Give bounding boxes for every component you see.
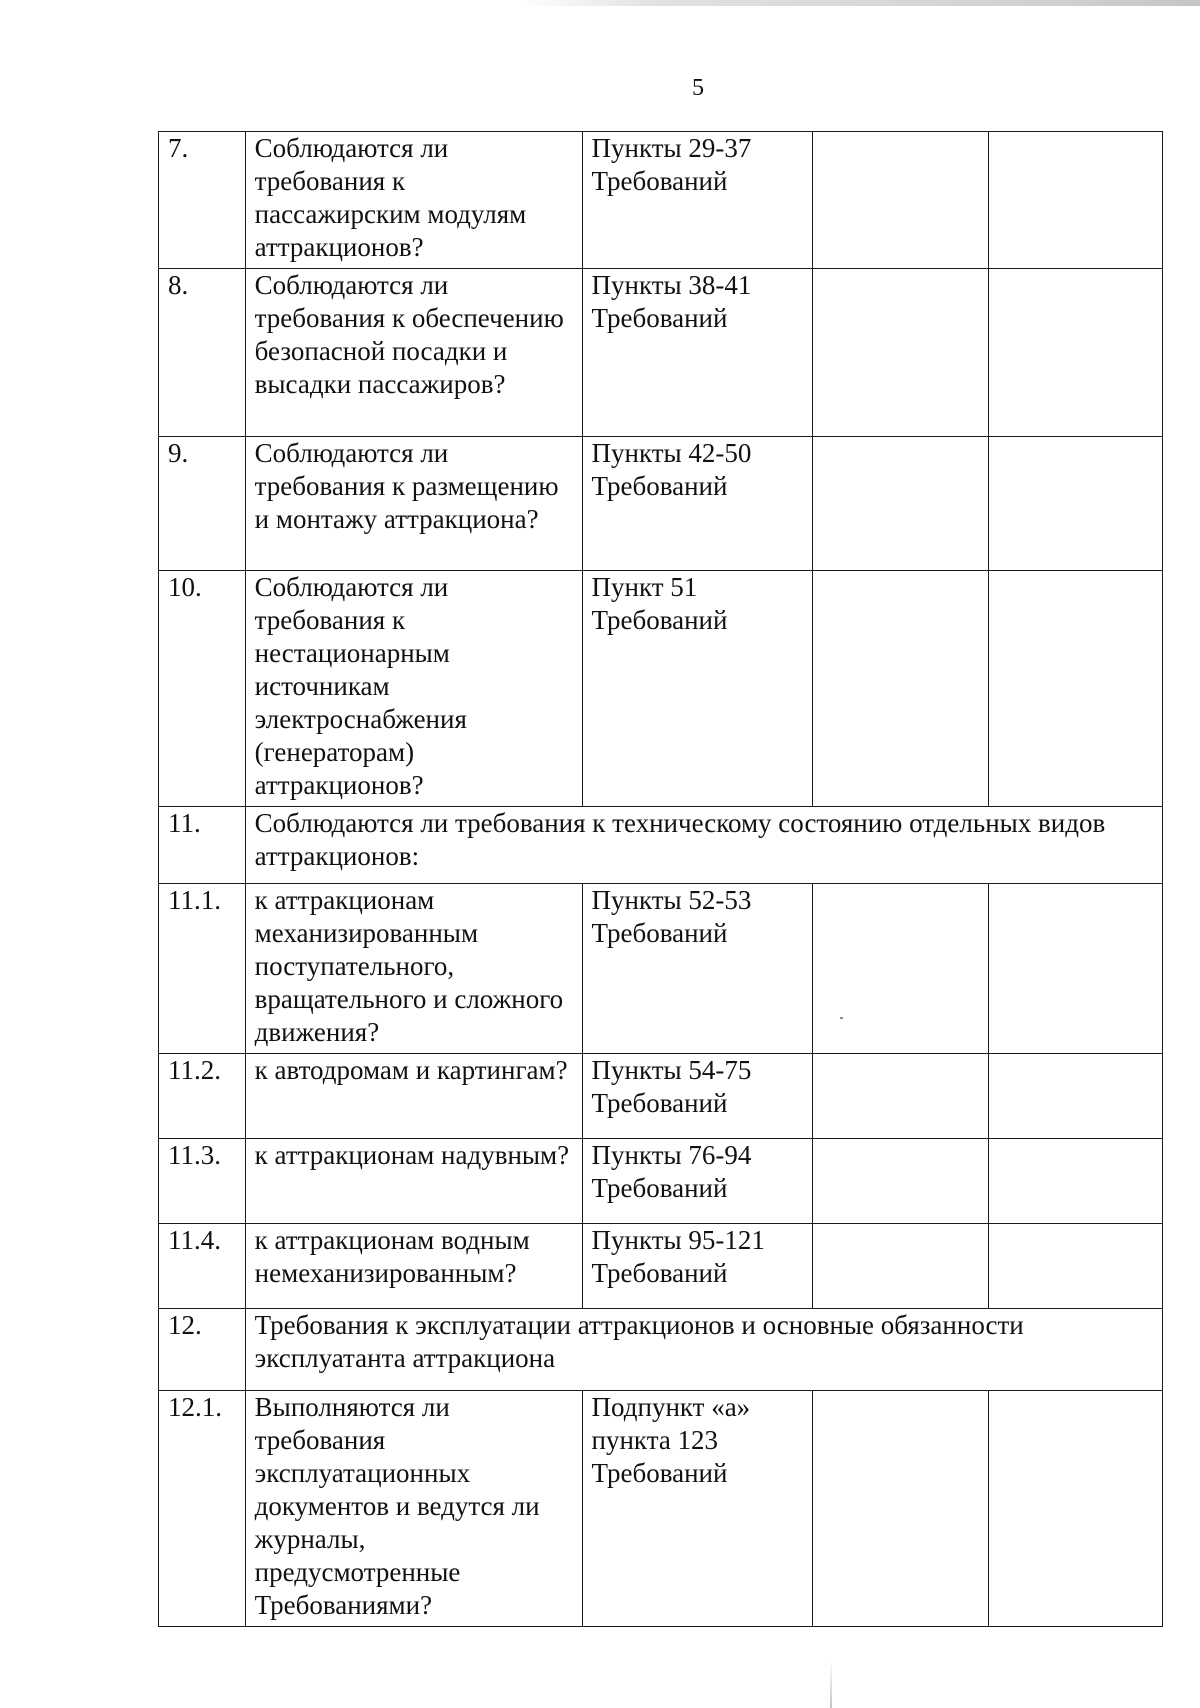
question-cell: к аттракционам механизированным поступательного, вращательного и сложного движения? [245, 884, 582, 1054]
scan-mark [830, 1660, 832, 1708]
question-cell: Соблюдаются ли требования к пассажирским модулям аттракционов? [245, 132, 582, 269]
row-number-cell: 12. [159, 1309, 246, 1391]
note-cell [988, 1139, 1162, 1224]
note-cell [988, 1391, 1162, 1627]
note-cell [988, 132, 1162, 269]
section-heading-row [159, 807, 1163, 884]
scan-speck [840, 1017, 843, 1019]
question-cell: Выполняются ли требования эксплуатационных документов и ведутся ли журналы, предусмотренные Требованиями? [245, 1391, 582, 1627]
reference-cell: Подпункт «а» пункта 123 Требований [582, 1391, 812, 1627]
reference-cell: Пункты 42-50 Требований [582, 437, 812, 571]
note-cell [988, 437, 1162, 571]
question-cell: Соблюдаются ли требования к обеспечению безопасной посадки и высадки пассажиров? [245, 269, 582, 437]
table-row [159, 884, 1163, 1054]
row-number-cell: 10. [159, 571, 246, 807]
section-heading-cell: Требования к эксплуатации аттракционов и основные обязанности эксплуатанта аттракциона [245, 1309, 1162, 1391]
row-number-cell: 11.4. [159, 1224, 246, 1309]
table-row [159, 437, 1163, 571]
row-number-cell: 12.1. [159, 1391, 246, 1627]
answer-cell [812, 437, 988, 571]
section-heading-row [159, 1309, 1163, 1391]
note-cell [988, 1054, 1162, 1139]
table-row [159, 571, 1163, 807]
reference-cell: Пункты 29-37 Требований [582, 132, 812, 269]
question-cell: к аттракционам надувным? [245, 1139, 582, 1224]
row-number-cell: 9. [159, 437, 246, 571]
note-cell [988, 884, 1162, 1054]
answer-cell [812, 884, 988, 1054]
table-body [159, 132, 1163, 1627]
question-cell: к автодромам и картингам? [245, 1054, 582, 1139]
answer-cell [812, 1224, 988, 1309]
scan-edge-artifact [520, 0, 1200, 6]
reference-cell: Пункты 52-53 Требований [582, 884, 812, 1054]
reference-cell: Пункты 38-41 Требований [582, 269, 812, 437]
row-number-cell: 11.1. [159, 884, 246, 1054]
answer-cell [812, 269, 988, 437]
row-number-cell: 11. [159, 807, 246, 884]
table-row [159, 1054, 1163, 1139]
reference-cell: Пункты 95-121 Требований [582, 1224, 812, 1309]
answer-cell [812, 1054, 988, 1139]
reference-cell: Пункты 54-75 Требований [582, 1054, 812, 1139]
table-row [159, 269, 1163, 437]
answer-cell [812, 1391, 988, 1627]
question-cell: Соблюдаются ли требования к нестационарным источникам электроснабжения (генераторам) аттракционов? [245, 571, 582, 807]
answer-cell [812, 132, 988, 269]
checklist-table [158, 131, 1163, 1627]
note-cell [988, 571, 1162, 807]
section-heading-cell: Соблюдаются ли требования к техническому состоянию отдельных видов аттракционов: [245, 807, 1162, 884]
row-number-cell: 7. [159, 132, 246, 269]
note-cell [988, 269, 1162, 437]
row-number-cell: 11.2. [159, 1054, 246, 1139]
question-cell: к аттракционам водным немеханизированным? [245, 1224, 582, 1309]
row-number-cell: 8. [159, 269, 246, 437]
note-cell [988, 1224, 1162, 1309]
page-number: 5 [692, 75, 704, 101]
answer-cell [812, 571, 988, 807]
reference-cell: Пункты 76-94 Требований [582, 1139, 812, 1224]
answer-cell [812, 1139, 988, 1224]
table-row [159, 1224, 1163, 1309]
reference-cell: Пункт 51 Требований [582, 571, 812, 807]
table-row [159, 1139, 1163, 1224]
table-row [159, 132, 1163, 269]
question-cell: Соблюдаются ли требования к размещению и монтажу аттракциона? [245, 437, 582, 571]
table-row [159, 1391, 1163, 1627]
row-number-cell: 11.3. [159, 1139, 246, 1224]
